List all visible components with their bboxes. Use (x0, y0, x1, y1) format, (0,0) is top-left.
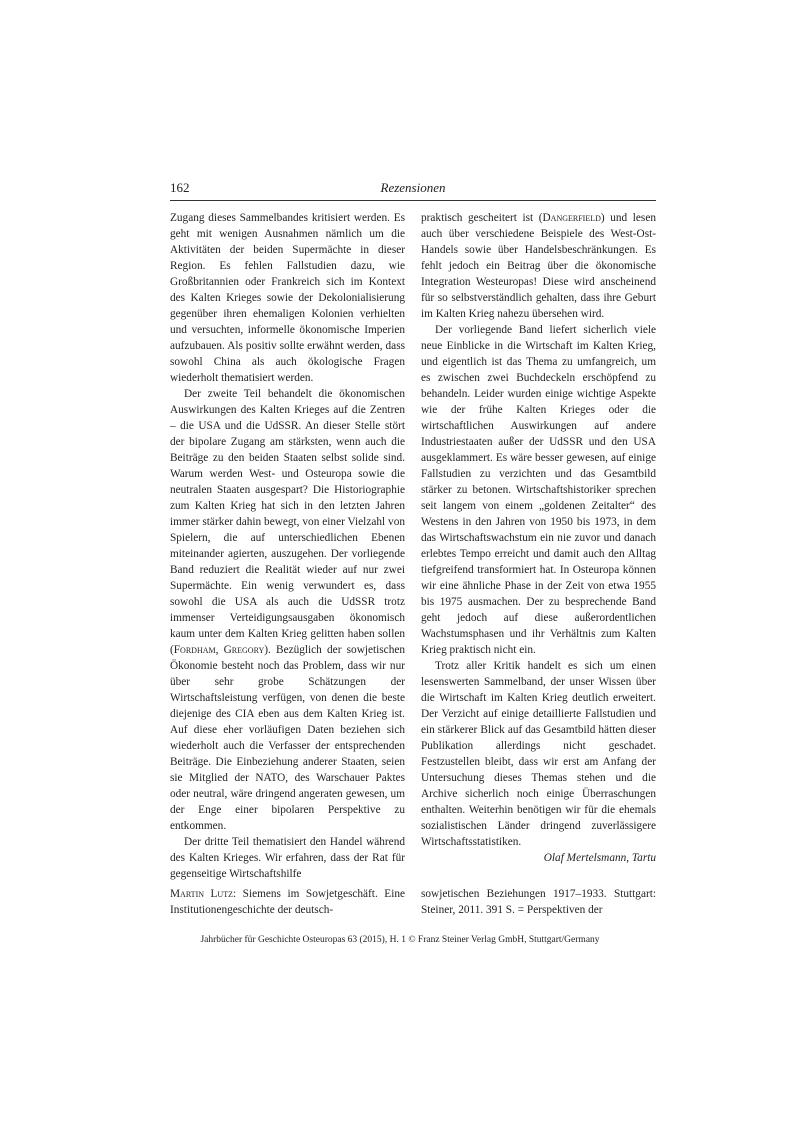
left-column (170, 210, 405, 882)
right-paragraph-1 (421, 210, 656, 322)
left-paragraph-2 (170, 386, 405, 834)
right-column (421, 210, 656, 866)
right-paragraph-1-text-a: praktisch gescheitert ist ( (421, 212, 543, 224)
left-paragraph-1: Zugang dieses Sammelbandes kritisiert werden. Es geht mit wenigen Ausnahmen nämlich um die Aktivitäten der beiden Supermächte in dieser Region. Es fehlen Fallstudien dazu, wie Großbritannien oder Frankreich sich im Kontext des Kalten Krieges sowie der Dekolonialisierung gegenüber ihren ehemaligen Kolonien verhielten und versuchten, informelle ökonomische Imperien aufzubauen. Als positiv sollte erwähnt werden, dass sowohl China als auch ökologische Fragen wiederholt thematisiert werden. (170, 212, 405, 384)
right-paragraph-2: Der vorliegende Band liefert sicherlich viele neue Einblicke in die Wirtschaft im Kalten Krieg, und eigentlich ist das Thema zu umfangreich, um es zwischen zwei Buchdeckeln erschöpfend zu behandeln. Leider wurden einige wichtige Aspekte wie der frühe Kalten Krieges oder die wirtschaftlichen Auswirkungen auf andere Industriestaaten außer der UdSSR und den USA ausgeklammert. Es wäre besser gewesen, auf einige Fallstudien zu verzichten und das Gesamtbild stärker zu betonen. Wirtschaftshistoriker sprechen seit langem von einem „goldenen Zeitalter“ des Westens in den Jahren von 1950 bis 1973, in dem das Wirtschaftswachstum ein nie zuvor und danach erlebtes Tempo erreicht und damit auch den Alltag tiefgreifend transformiert hat. In Osteuropa können wir eine ähnliche Phase in der Zeit von etwa 1955 bis 1975 ausmachen. Der zu besprechende Band geht jedoch auf diese außerordentlichen Wachstumsphasen und ihr Verhältnis zum Kalten Krieg praktisch nicht ein. (421, 324, 656, 656)
author-citation-dangerfield: Dangerfield (542, 212, 601, 224)
next-review-title-part-2: sowjetischen Beziehungen 1917–1933. Stuttgart: Steiner, 2011. 391 S. = Perspektiven der (421, 888, 656, 916)
left-paragraph-2-text-b: ). Bezüglich der sowjetischen Ökonomie besteht noch das Problem, dass wir nur über sehr grobe Schätzungen der Wirtschaftsleistung verfügen, von denen die beste diejenige des CIA eben aus dem Kalten Krieg ist. Auf diese eher vorläufigen Daten beziehen sich wiederholt auch die Verfasser der entsprechenden Beiträge. Die Einbeziehung anderer Staaten, seien sie Mitglied der NATO, des Warschauer Paktes oder neutral, wäre dringend angeraten gewesen, um der Enge einer bipolaren Perspektive zu entkommen. (170, 644, 406, 832)
next-review-author: Martin Lutz (170, 888, 233, 900)
copyright-footer: Jahrbücher für Geschichte Osteuropas 63 (2015), H. 1 © Franz Steiner Verlag GmbH, Stuttgart/Germany (200, 935, 600, 945)
right-paragraph-1-text-b: ) und lesen auch über verschiedene Beispiele des West-Ost-Handels sowie über Handelsbeschränkungen. Es fehlt jedoch ein Beitrag über die ökonomische Integration Westeuropas! Diese wird anscheinend für so selbstverständlich gehalten, dass ihre Geburt im Kalten Krieg nahezu übersehen wird. (421, 212, 656, 320)
running-header (170, 178, 656, 201)
section-title: Rezensionen (380, 180, 446, 195)
author-citation-gregory: Gregory (223, 644, 265, 656)
right-paragraph-3: Trotz aller Kritik handelt es sich um einen lesenswerten Sammelband, der unser Wissen über die Wirtschaft im Kalten Krieg deutlich erweitert. Der Verzicht auf einige detaillierte Fallstudien und ein stärkerer Blick auf das Gesamtbild hätten dieser Publikation allerdings nicht geschadet. Festzustellen bleibt, dass wir erst am Anfang der Untersuchung dieses Themas stehen und die Archive sicherlich noch einige Überraschungen enthalten. Weiterhin benötigen wir für die ehemals sozialistischen Länder dringend zuverlässigere Wirtschaftsstatistiken. (421, 660, 656, 848)
reviewer-signature: Olaf Mertelsmann, Tartu (543, 852, 656, 864)
left-paragraph-2-text-a: Der zweite Teil behandelt die ökonomischen Auswirkungen des Kalten Krieges auf die Zentren – die USA und die UdSSR. An dieser Stelle stört der bipolare Zugang am stärksten, wenn auch die Beiträge zu den beiden Staaten selbst solide sind. Warum werden West- und Osteuropa sowie die neutralen Staaten ausgespart? Die Historiographie zum Kalten Krieg hat sich in den letzten Jahren immer stärker dahin bewegt, von einer Vielzahl von Spielern, die auf unterschiedlichen Ebenen miteinander agierten, auszugehen. Der vorliegende Band reduziert die Realität wieder auf nur zwei Supermächte. Ein wenig verwundert es, dass sowohl die USA als auch die UdSSR trotz immenser Verteidigungsausgaben ökonomisch kaum unter dem Kalten Krieg gelitten haben sollen ( (170, 388, 405, 656)
next-review-heading-right (421, 886, 656, 918)
citation-separator: , (215, 644, 224, 656)
next-review-heading-left (170, 886, 405, 918)
next-review-title-part-1: : Siemens im Sowjetgeschäft. Eine Institutionengeschichte der deutsch- (170, 888, 405, 916)
page-number: 162 (170, 180, 190, 195)
author-citation-fordham: Fordham (173, 644, 216, 656)
left-paragraph-3: Der dritte Teil thematisiert den Handel während des Kalten Krieges. Wir erfahren, dass der Rat für gegenseitige Wirtschaftshilfe (170, 836, 405, 880)
